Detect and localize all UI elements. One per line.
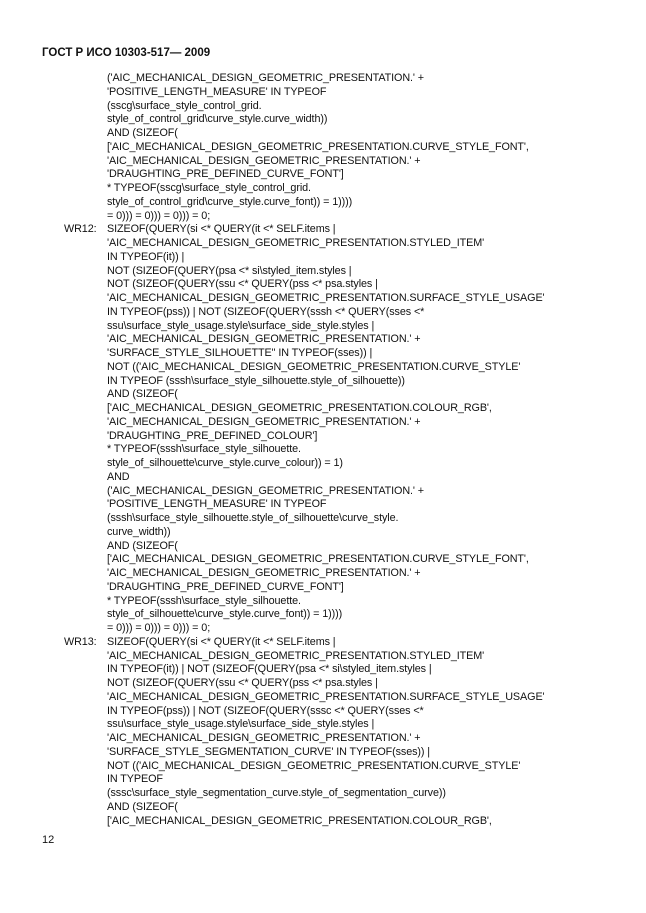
code-text: style_of_control_grid\curve_style.curve_width)) [107, 113, 328, 126]
code-text: 'DRAUGHTING_PRE_DEFINED_CURVE_FONT'] [107, 168, 344, 181]
document-header: ГОСТ Р ИСО 10303-517— 2009 [42, 47, 211, 59]
code-text: IN TYPEOF [107, 773, 163, 786]
code-text: 'AIC_MECHANICAL_DESIGN_GEOMETRIC_PRESENTATION.STYLED_ITEM' [107, 237, 485, 249]
code-text: SIZEOF(QUERY(si <* QUERY(it <* SELF.items | [107, 223, 336, 236]
code-line [0, 127, 646, 141]
code-line [0, 691, 646, 705]
code-line [0, 718, 646, 732]
code-line [0, 773, 646, 787]
code-line [0, 526, 646, 540]
code-line [0, 113, 646, 127]
code-text: curve_width)) [107, 525, 171, 538]
code-line [0, 388, 646, 402]
code-line [0, 567, 646, 581]
code-text: * TYPEOF(sscg\surface_style_control_grid. [107, 182, 311, 194]
code-line [0, 760, 646, 774]
code-text: 'AIC_MECHANICAL_DESIGN_GEOMETRIC_PRESENTATION.' + [107, 415, 421, 428]
code-line [0, 471, 646, 485]
code-line [0, 168, 646, 182]
code-line [0, 251, 646, 265]
code-text: AND (SIZEOF( [107, 388, 178, 401]
code-line [0, 416, 646, 430]
code-text: AND (SIZEOF( [107, 800, 178, 813]
code-line [0, 815, 646, 829]
code-line [0, 306, 646, 320]
code-line [0, 498, 646, 512]
code-text: 'AIC_MECHANICAL_DESIGN_GEOMETRIC_PRESENTATION.' + [107, 154, 421, 167]
code-line [0, 622, 646, 636]
code-text: 'SURFACE_STYLE_SEGMENTATION_CURVE' IN TYPEOF(sses)) | [107, 745, 430, 758]
code-line [0, 650, 646, 664]
code-line [0, 595, 646, 609]
code-line [0, 512, 646, 526]
code-text: ('AIC_MECHANICAL_DESIGN_GEOMETRIC_PRESENTATION.' + [107, 72, 424, 84]
code-text: 'POSITIVE_LENGTH_MEASURE' IN TYPEOF [107, 498, 327, 511]
code-line [0, 608, 646, 622]
code-text: ssu\surface_style_usage.style\surface_side_style.styles | [107, 718, 375, 731]
code-line [0, 361, 646, 375]
code-text: (sssc\surface_style_segmentation_curve.style_of_segmentation_curve)) [107, 787, 446, 799]
code-line [0, 265, 646, 279]
code-text: NOT (('AIC_MECHANICAL_DESIGN_GEOMETRIC_PRESENTATION.CURVE_STYLE' [107, 759, 521, 772]
code-line [0, 182, 646, 196]
code-text: 'AIC_MECHANICAL_DESIGN_GEOMETRIC_PRESENTATION.STYLED_ITEM' [107, 649, 485, 662]
code-line [0, 237, 646, 251]
code-text: IN TYPEOF(pss)) | NOT (SIZEOF(QUERY(sssh <* QUERY(sses <* [107, 305, 425, 318]
code-text: NOT (SIZEOF(QUERY(psa <* si\styled_item.styles | [107, 264, 352, 277]
code-line [0, 485, 646, 499]
code-line [0, 402, 646, 416]
code-text: (sscg\surface_style_control_grid. [107, 99, 262, 112]
code-text: 'POSITIVE_LENGTH_MEASURE' IN TYPEOF [107, 85, 327, 98]
code-text: NOT (SIZEOF(QUERY(ssu <* QUERY(pss <* psa.styles | [107, 278, 378, 291]
code-line [0, 72, 646, 86]
code-line [0, 732, 646, 746]
code-text: = 0))) = 0))) = 0))) = 0; [107, 622, 211, 634]
code-text: NOT (('AIC_MECHANICAL_DESIGN_GEOMETRIC_PRESENTATION.CURVE_STYLE' [107, 360, 521, 373]
code-text: 'SURFACE_STYLE_SILHOUETTE'' IN TYPEOF(sses)) | [107, 347, 373, 359]
code-text: NOT (SIZEOF(QUERY(ssu <* QUERY(pss <* psa.styles | [107, 677, 378, 689]
code-text: (sssh\surface_style_silhouette.style_of_silhouette\curve_style. [107, 512, 399, 524]
code-line [0, 553, 646, 567]
code-text: ['AIC_MECHANICAL_DESIGN_GEOMETRIC_PRESENTATION.COLOUR_RGB', [107, 814, 492, 827]
code-text: ssu\surface_style_usage.style\surface_side_style.styles | [107, 319, 375, 332]
code-text: IN TYPEOF(pss)) | NOT (SIZEOF(QUERY(sssc <* QUERY(sses <* [107, 704, 424, 717]
code-line [0, 746, 646, 760]
express-code-block [0, 72, 646, 828]
code-text: style_of_control_grid\curve_style.curve_font)) = 1)))) [107, 195, 353, 208]
code-line [0, 677, 646, 691]
code-line [0, 581, 646, 595]
code-text: 'DRAUGHTING_PRE_DEFINED_COLOUR'] [107, 429, 318, 442]
code-text: style_of_silhouette\curve_style.curve_colour)) = 1) [107, 457, 343, 469]
code-line [0, 375, 646, 389]
code-line [0, 333, 646, 347]
code-text: AND (SIZEOF( [107, 539, 178, 552]
code-line [0, 787, 646, 801]
code-line [0, 100, 646, 114]
code-line [0, 196, 646, 210]
rule-label: WR13: [64, 635, 97, 648]
page-number: 12 [42, 834, 55, 846]
code-line [0, 443, 646, 457]
code-text: IN TYPEOF (sssh\surface_style_silhouette.style_of_silhouette)) [107, 374, 405, 387]
code-line [0, 540, 646, 554]
code-line [0, 86, 646, 100]
code-line [0, 141, 646, 155]
code-text: 'AIC_MECHANICAL_DESIGN_GEOMETRIC_PRESENTATION.' + [107, 732, 421, 744]
code-line [0, 636, 646, 650]
code-line [0, 292, 646, 306]
code-line [0, 457, 646, 471]
code-text: * TYPEOF(sssh\surface_style_silhouette. [107, 443, 301, 456]
code-text: * TYPEOF(sssh\surface_style_silhouette. [107, 594, 301, 607]
code-line [0, 223, 646, 237]
code-line [0, 155, 646, 169]
code-text: 'AIC_MECHANICAL_DESIGN_GEOMETRIC_PRESENTATION.' + [107, 333, 421, 346]
rule-label: WR12: [64, 223, 97, 236]
code-line [0, 801, 646, 815]
code-line [0, 210, 646, 224]
code-text: 'AIC_MECHANICAL_DESIGN_GEOMETRIC_PRESENTATION.SURFACE_STYLE_USAGE' [107, 292, 545, 304]
code-text: style_of_silhouette\curve_style.curve_font)) = 1)))) [107, 608, 343, 621]
code-text: 'AIC_MECHANICAL_DESIGN_GEOMETRIC_PRESENTATION.SURFACE_STYLE_USAGE' [107, 690, 545, 703]
code-text: = 0))) = 0))) = 0))) = 0; [107, 209, 211, 222]
code-text: SIZEOF(QUERY(si <* QUERY(it <* SELF.items | [107, 635, 336, 648]
code-text: ('AIC_MECHANICAL_DESIGN_GEOMETRIC_PRESENTATION.' + [107, 484, 424, 497]
code-text: 'AIC_MECHANICAL_DESIGN_GEOMETRIC_PRESENTATION.' + [107, 567, 421, 579]
code-line [0, 705, 646, 719]
code-text: 'DRAUGHTING_PRE_DEFINED_CURVE_FONT'] [107, 580, 344, 593]
code-line [0, 430, 646, 444]
code-text: ['AIC_MECHANICAL_DESIGN_GEOMETRIC_PRESENTATION.CURVE_STYLE_FONT', [107, 553, 529, 566]
code-text: AND (SIZEOF( [107, 127, 178, 139]
code-line [0, 320, 646, 334]
code-line [0, 278, 646, 292]
code-text: ['AIC_MECHANICAL_DESIGN_GEOMETRIC_PRESENTATION.COLOUR_RGB', [107, 402, 492, 414]
code-text: IN TYPEOF(it)) | [107, 250, 185, 263]
code-text: AND [107, 470, 130, 483]
code-text: IN TYPEOF(it)) | NOT (SIZEOF(QUERY(psa <* si\styled_item.styles | [107, 663, 432, 676]
code-line [0, 663, 646, 677]
code-line [0, 347, 646, 361]
code-text: ['AIC_MECHANICAL_DESIGN_GEOMETRIC_PRESENTATION.CURVE_STYLE_FONT', [107, 140, 529, 153]
